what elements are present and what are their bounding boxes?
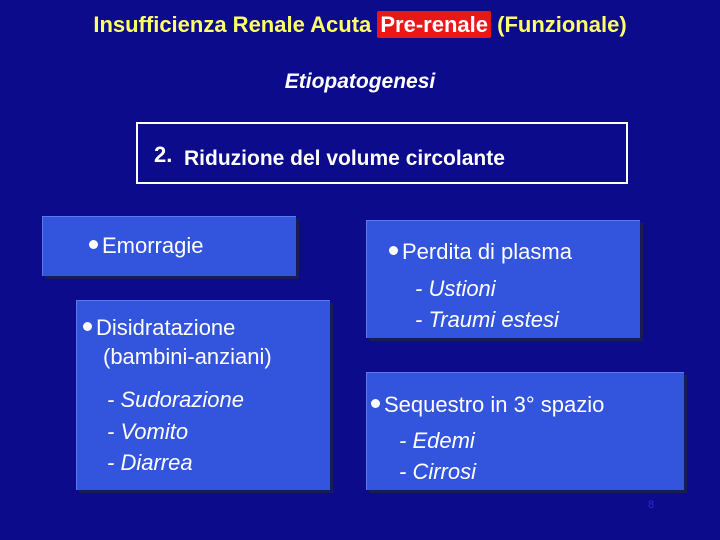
card-disidratazione-label2: (bambini-anziani) [103,344,272,369]
heading-number: 2. [154,142,173,167]
bullet-icon [389,246,398,255]
title-part2: (Funzionale) [491,12,627,37]
list-item: - Vomito [107,419,189,444]
list-item: - Diarrea [107,450,193,475]
card-disidratazione-label: Disidratazione [96,315,236,340]
slide-subtitle: Etiopatogenesi [284,70,436,93]
card-emorragie-label: Emorragie [102,233,204,258]
slide-title [0,12,720,38]
card-disidratazione [76,300,330,490]
heading-text: Riduzione del volume circolante [184,147,505,170]
title-part1: Insufficienza Renale Acuta [93,12,378,37]
card-emorragie [42,216,296,276]
bullet-icon [83,322,92,331]
card-sequestro-label: Sequestro in 3° spazio [384,392,605,417]
page-number: 8 [648,499,655,511]
list-item: - Ustioni [415,276,496,301]
list-item: - Cirrosi [399,459,476,484]
list-item: - Edemi [399,428,475,453]
bullet-icon [89,240,98,249]
title-highlight: Pre-renale [377,11,491,38]
list-item: - Sudorazione [107,387,244,412]
main-heading-box [136,122,628,184]
card-plasma [366,220,640,338]
list-item: - Traumi estesi [415,307,559,332]
card-sequestro [366,372,684,490]
card-plasma-label: Perdita di plasma [402,239,572,264]
bullet-icon [371,399,380,408]
